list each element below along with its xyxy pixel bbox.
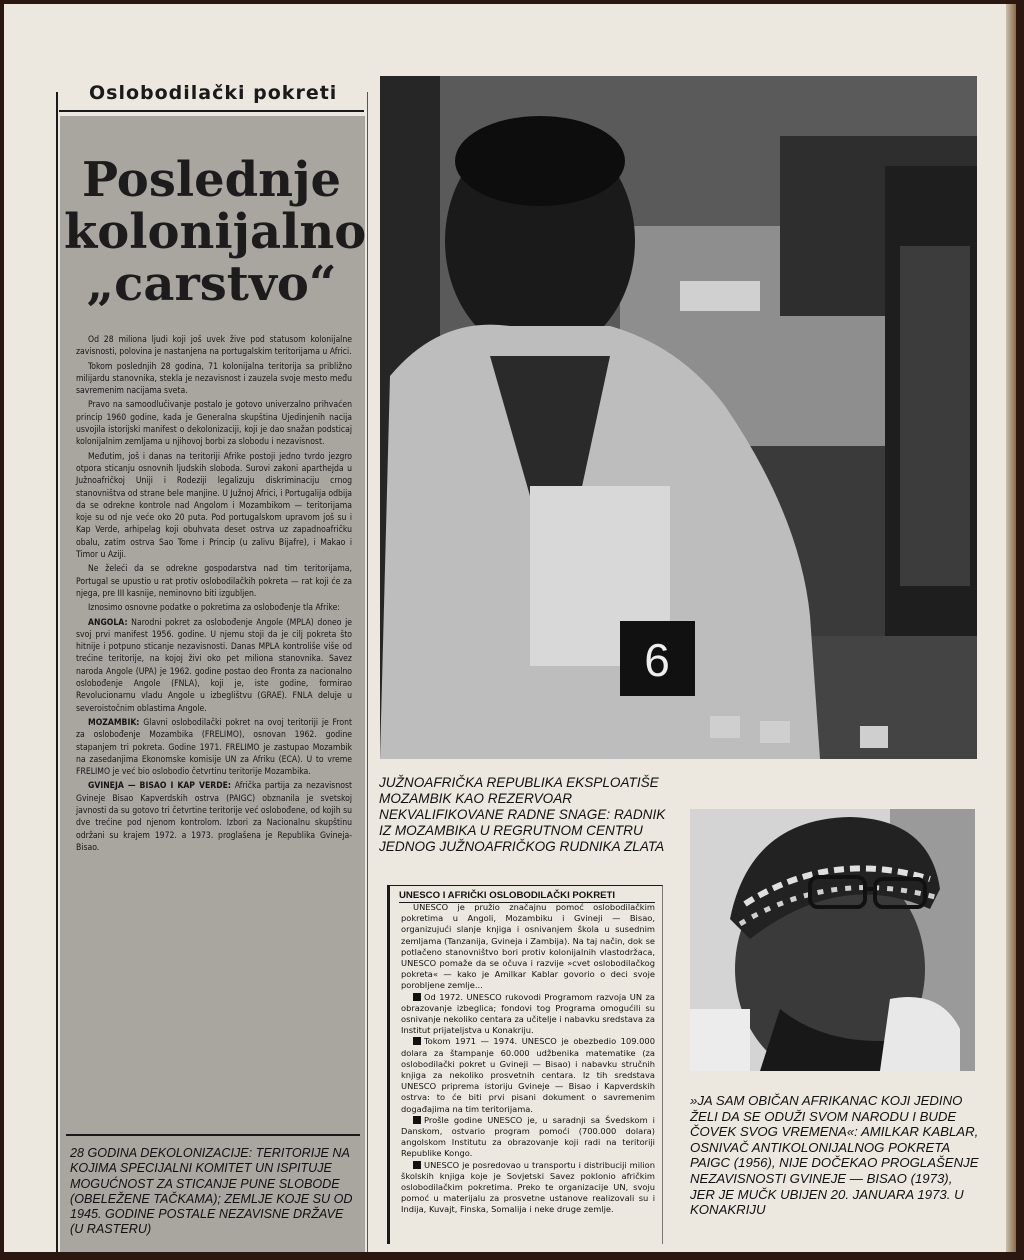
box-paragraph: Prošle godine UNESCO je, u saradnji sa Švedskom i Danskom, ostvario program pomoći (700.000 dolara) angolskom Institutu za obrazovanje koji radi na teritoriji Republike Kongo.: [401, 1114, 655, 1159]
portrait-caption: »JA SAM OBIČAN AFRIKANAC KOJI JEDINO ŽELI DA SE ODUŽI SVOM NARODU I BUDE ČOVEK SVOG VREMENA«: AMILKAR KABLAR, OSNIVAČ ANTIKOLONIJALNOG POKRETA PAIGC (1956), NIJE DOČEKAO PROGLAŠENJE NEZAVISNOSTI GVINEJE — BISAO (1973), JER JE MUČK UBIJEN 20. JANUARA 1973. U KONAKRIJU: [690, 1093, 979, 1218]
bullet-square-icon: [413, 1116, 421, 1124]
badge-number: 6: [644, 634, 670, 686]
page-title: [64, 152, 367, 312]
article-body: [76, 334, 352, 856]
caption-rule: [66, 1134, 360, 1136]
section-text-mozambik: Glavni oslobodilački pokret na ovoj teritoriji je Front za oslobođenje Mozambika (FRELIMO), osnovan 1962. godine stapanjem tri pokreta. Godine 1971. FRELIMO je zastupao Mozambik na zasedanjima Ekonomske komisije UN za Afriku (ECA). U to vreme FRELIMO je već bio oslobodio četvrtinu teritorije Mozambika.: [76, 717, 352, 778]
bullet-square-icon: [413, 993, 421, 1001]
section-label: Oslobodilački pokreti: [89, 82, 338, 104]
column-divider: [367, 92, 368, 1252]
title-line-2: kolonijalno: [64, 204, 367, 260]
worker-photo-caption: JUŽNOAFRIČKA REPUBLIKA EKSPLOATIŠE MOZAMBIK KAO REZERVOAR NEKVALIFIKOVANE RADNE SNAGE: RADNIK IZ MOZAMBIKA U REGRUTNOM CENTRU JEDNOG JUŽNOAFRIČKOG RUDNIKA ZLATA: [379, 775, 666, 854]
box-paragraph: Od 1972. UNESCO rukovodi Programom razvoja UN za obrazovanje izbeglica; fondovi tog Programa omogućili su osnivanje nekoliko centara za učitelje i nabavku sredstava za Institut prijateljstva u Konakriju.: [401, 991, 655, 1036]
horizontal-rule: [59, 110, 364, 112]
article-paragraph: Tokom poslednjih 28 godina, 71 kolonijalna teritorija sa približno milijardu stanovnika, stekla je nezavisnost i zauzela svoje mesto među savremenim nacijama sveta.: [76, 361, 352, 397]
article-paragraph: Međutim, još i danas na teritoriji Afrike postoji jedno tvrdo jezgro otpora sticanju osnovnih ljudskih sloboda. Surovi zakoni aparthejda u Južnoafričkoj Uniji i Rodeziji legalizuju diskriminaciju crnog stanovništva od strane bele manjine. U Južnoj Africi, i Portugalija odbija da se odrekne kontrole nad Angolom i Mozambikom — teritorijama koje su od nje veće oko 20 puta. Pod portugalskom upravom još su i Kap Verde, arhipelag koji obuhvata deset ostrva uz zapadnoafričku obalu, zatim ostrva Sao Tome i Princip (u zalivu Bijafre), i Makao i Timor u Aziji.: [76, 451, 352, 561]
title-line-3: „carstvo“: [86, 256, 337, 312]
bullet-square-icon: [413, 1037, 421, 1045]
box-paragraph: Tokom 1971 — 1974. UNESCO je obezbedio 109.000 dolara za štampanje 60.000 udžbenika matematike (za oslobodilački pokret u Gvineji — Bisao) i nabavku stručnih knjiga za nekoliko prosvetnih centara. Iz tih sredstava UNESCO priprema istoriju Gvineje — Bisao i Kapverdskih ostrva: to će biti prvi pisani dokument o savremenim događajima na tim teritorijama.: [401, 1036, 655, 1114]
article-paragraph: Ne želeći da se odrekne gospodarstva nad tim teritorijama, Portugal se upustio u rat protiv oslobodilačkih pokreta — rat koji će za njega, pre III kasnije, neminovno biti izgubljen.: [76, 564, 352, 599]
section-text-gvineja: Afrička partija za nezavisnost Gvineje Bisao Kapverdskih ostrva (PAIGC) obznanila je svetskoj javnosti da su gotovo tri četvrtine teritorije već oslobođene, od kojih su dve trećine pod njenom kontrolom. Izbori za Nacionalnu skupštinu održani su krajem 1972. a 1973. proglašena je Republika Gvineja-Bisao.: [76, 781, 353, 853]
portrait-photo: [690, 809, 975, 1071]
bullet-square-icon: [413, 1161, 421, 1169]
article-paragraph: Pravo na samoodlučivanje postalo je gotovo univerzalno prihvaćen princip 1960 godine, kada je Generalna skupština Ujedinjenih nacija usvojila istorijski manifest o dekolonizaciji, koji je dao snažan podsticaj kolonijalnim zemljama u njihovoj borbi za slobodu i nezavisnost.: [76, 400, 352, 448]
section-label-angola: ANGOLA:: [88, 617, 128, 628]
worker-photo: [380, 76, 977, 759]
section-label-mozambik: MOZAMBIK:: [88, 717, 140, 728]
magazine-page: [4, 4, 1016, 1252]
box-paragraph: UNESCO je pružio značajnu pomoć oslobodilačkim pokretima u Angoli, Mozambiku i Gvineji — Bisao, organizujući slanje knjiga i osnivanjem škola u susednim zemljama (Tanzanija, Gvineja i Zambija). Na taj način, dok se potlačeno stanovništvo bori protiv kolonijalnih vlastodržaca, UNESCO pomaže da se očuva i razvije »cvet oslobodilačkog pokreta« — kako je Amilkar Kablar govorio o deci svoje porobljene zemlje...: [401, 902, 655, 991]
article-paragraph: Iznosimo osnovne podatke o pokretima za oslobođenje tla Afrike:: [88, 603, 340, 614]
unesco-box-body: [401, 902, 655, 1216]
section-label-gvineja: GVINEJA — BISAO I KAP VERDE:: [88, 781, 231, 792]
page-spine: [1006, 4, 1016, 1252]
vertical-rule: [56, 92, 58, 1252]
box-paragraph: UNESCO je posredovao u transportu i distribuciji milion školskih knjiga koje je Sovjetski Savez poklonio afričkim oslobodilačkim pokretima. Preko te organizacije UN, svoju pomoć u materijalu za prosvetne ustanove realizovali su i Indija, Kuvajt, Finska, Somalija i neke druge zemlje.: [401, 1159, 655, 1215]
article-section-mozambik: [76, 717, 352, 778]
article-section-gvineja: [76, 780, 352, 854]
title-line-1: Poslednje: [82, 152, 341, 208]
article-section-angola: [76, 617, 352, 715]
map-caption: 28 GODINA DEKOLONIZACIJE: TERITORIJE NA KOJIMA SPECIJALNI KOMITET UN ISPITUJE MOGUĆNOST ZA STICANJE PUNE SLOBODE (OBELEŽENE TAČKAMA); ZEMLJE KOJE SU OD 1945. GODINE POSTALE NEZAVISNE DRŽAVE (U RASTERU): [70, 1146, 353, 1237]
unesco-box-title: UNESCO I AFRIČKI OSLOBODILAČKI POKRETI: [399, 890, 655, 903]
section-text-angola: Narodni pokret za oslobođenje Angole (MPLA) doneo je svoj prvi manifest 1956. godine. U njemu stoji da je cilj pokreta što hitnije i potpuno sticanje nezavisnosti. Danas MPLA kontroliše više od trećine teritorije, na kojoj živi oko pet miliona stanovnika. Savez naroda Angole (UPA) je 1962. godine postao deo Fronta za nacionalno oslobođenje Angole (FNLA), koji je, iste godine, formirao Revolucionarnu vladu Angole u izbeglištvu (GRAE). FNLA deluje u severoistočnim oblastima Angole.: [76, 617, 352, 714]
article-paragraph: Od 28 miliona ljudi koji još uvek žive pod statusom kolonijalne zavisnosti, polovina je nastanjena na portugalskim teritorijama u Africi.: [76, 335, 352, 358]
